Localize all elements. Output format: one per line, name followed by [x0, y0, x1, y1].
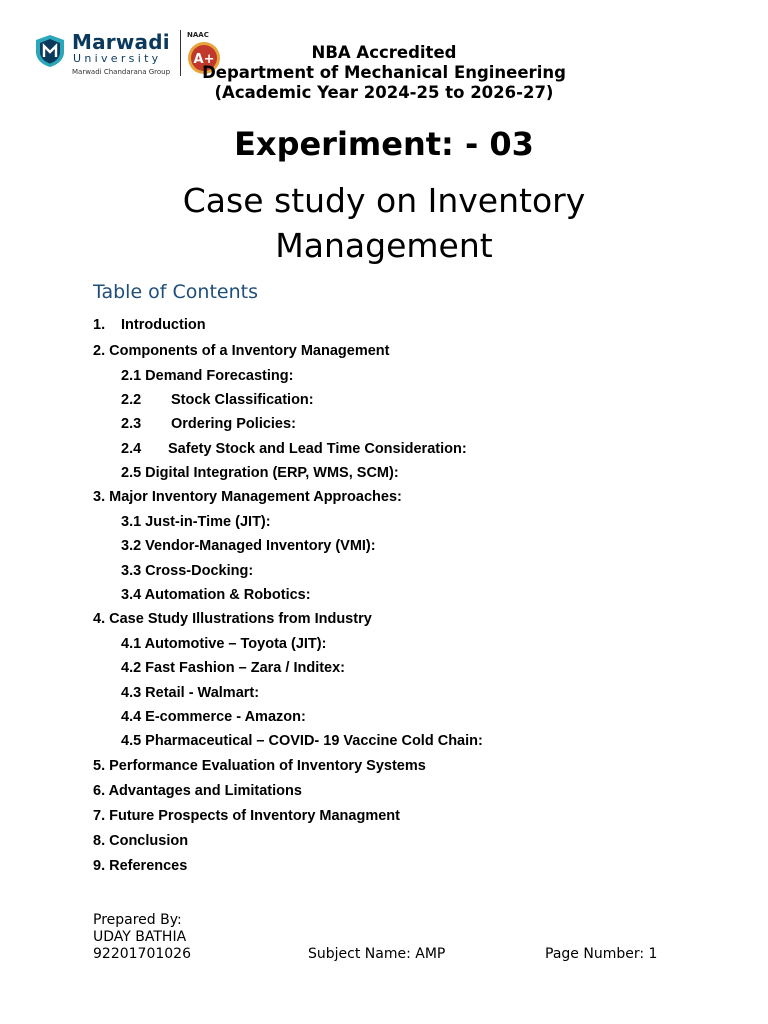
toc-item[interactable]: Introduction: [121, 317, 206, 333]
toc-item[interactable]: Stock Classification:: [171, 392, 314, 408]
toc-item[interactable]: 3. Major Inventory Management Approaches:: [93, 489, 402, 505]
prepared-by-label: Prepared By:: [93, 912, 182, 928]
page-number: Page Number: 1: [545, 946, 658, 962]
toc-item[interactable]: 3.2 Vendor-Managed Inventory (VMI):: [121, 538, 376, 554]
toc-item-number: 2.4: [121, 441, 142, 457]
toc-item[interactable]: 4.5 Pharmaceutical – COVID- 19 Vaccine Cold Chain:: [121, 733, 483, 749]
logo-subtitle: University: [73, 52, 162, 65]
toc-item[interactable]: 6. Advantages and Limitations: [93, 783, 302, 799]
toc-item[interactable]: 7. Future Prospects of Inventory Managment: [93, 808, 400, 824]
toc-item[interactable]: Ordering Policies:: [171, 416, 296, 432]
toc-item[interactable]: 4.2 Fast Fashion – Zara / Inditex:: [121, 660, 346, 676]
accreditation-line: NBA Accredited: [311, 43, 457, 62]
toc-item[interactable]: 9. References: [93, 858, 188, 874]
department-line: Department of Mechanical Engineering: [202, 63, 566, 82]
logo-name: Marwadi: [72, 30, 170, 54]
toc-item[interactable]: 3.3 Cross-Docking:: [121, 563, 254, 579]
author-id: 92201701026: [93, 946, 191, 962]
toc-item[interactable]: 2. Components of a Inventory Management: [93, 343, 390, 359]
toc-item[interactable]: 4.3 Retail - Walmart:: [121, 685, 260, 701]
author-name: UDAY BATHIA: [93, 929, 187, 945]
case-study-title: Case study on Inventory Management: [182, 181, 586, 265]
toc-item[interactable]: 3.1 Just-in-Time (JIT):: [121, 514, 271, 530]
toc-item[interactable]: 2.1 Demand Forecasting:: [121, 368, 294, 384]
academic-year-line: (Academic Year 2024-25 to 2026-27): [214, 83, 554, 102]
experiment-title: Experiment: - 03: [234, 125, 534, 163]
toc-item[interactable]: 4.1 Automotive – Toyota (JIT):: [121, 636, 327, 652]
toc-item-number: 2.2: [121, 392, 142, 408]
toc-item[interactable]: 4.4 E-commerce - Amazon:: [121, 709, 306, 725]
toc-item-number: 2.3: [121, 416, 142, 432]
toc-item-number: 1.: [93, 317, 106, 333]
logo-group: Marwadi Chandarana Group: [72, 68, 171, 76]
toc-item[interactable]: 8. Conclusion: [93, 833, 189, 849]
toc-item[interactable]: Safety Stock and Lead Time Consideration:: [168, 441, 467, 457]
subject-name: Subject Name: AMP: [308, 946, 446, 962]
toc-heading: Table of Contents: [93, 281, 258, 303]
naac-label: NAAC: [187, 31, 209, 39]
toc-item[interactable]: 3.4 Automation & Robotics:: [121, 587, 311, 603]
naac-grade: A+: [193, 52, 215, 67]
toc-item[interactable]: 2.5 Digital Integration (ERP, WMS, SCM):: [121, 465, 399, 481]
toc-item[interactable]: 4. Case Study Illustrations from Industry: [93, 611, 372, 627]
toc-item[interactable]: 5. Performance Evaluation of Inventory Systems: [93, 758, 426, 774]
